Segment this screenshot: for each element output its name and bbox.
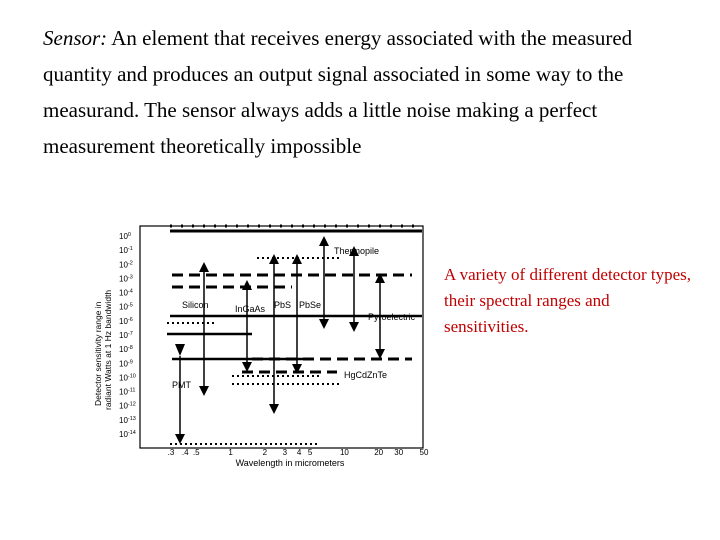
y-tick-label: $10^{-2}$ bbox=[119, 260, 133, 270]
x-tick-label: 20 bbox=[374, 448, 384, 457]
x-tick-label: .5 bbox=[192, 448, 200, 457]
definition-text: An element that receives energy associated with the measured quantity and produces an output signal associated in some way to the measurand. The sensor always adds a little noise making a perfect measurement theoretically impossible bbox=[43, 26, 633, 158]
y-tick-label: $10^0$ bbox=[119, 232, 131, 241]
y-tick-label: $10^{-10}$ bbox=[119, 373, 136, 383]
x-tick-labels bbox=[168, 448, 429, 457]
y-tick-label: $10^{-8}$ bbox=[119, 345, 133, 355]
label-pbse: PbSe bbox=[299, 300, 322, 310]
y-axis-label-line2: radiant Watts at 1 Hz bandwidth bbox=[103, 289, 113, 410]
y-tick-label: $10^{-5}$ bbox=[119, 302, 133, 312]
label-silicon: Silicon bbox=[182, 300, 209, 310]
label-pmt: PMT bbox=[172, 380, 191, 390]
y-tick-label: $10^{-13}$ bbox=[119, 415, 136, 425]
y-tick-label: $10^{-7}$ bbox=[119, 331, 133, 340]
y-tick-label: $10^{-6}$ bbox=[119, 316, 133, 326]
detector-sensitivity-chart bbox=[92, 216, 437, 472]
y-axis-label-line1: Detector sensitivity range in bbox=[93, 301, 103, 406]
label-hgcdznte: HgCdZnTe bbox=[344, 370, 388, 380]
x-axis-label: Wavelength in micrometers bbox=[235, 458, 345, 468]
x-tick-label: 1 bbox=[228, 448, 233, 457]
figure-caption: A variety of different detector types, their spectral ranges and sensitivities. bbox=[444, 265, 692, 336]
x-tick-label: .4 bbox=[181, 448, 189, 457]
y-tick-label: $10^{-11}$ bbox=[119, 387, 136, 397]
label-pbs: PbS bbox=[274, 300, 292, 310]
x-tick-label: 3 bbox=[282, 448, 288, 457]
x-tick-label: 5 bbox=[307, 448, 313, 457]
y-axis-label bbox=[93, 290, 113, 410]
definition-paragraph bbox=[43, 20, 693, 164]
y-tick-label: $10^{-14}$ bbox=[119, 430, 136, 439]
y-tick-label: $10^{-1}$ bbox=[119, 246, 133, 256]
y-tick-label: $10^{-12}$ bbox=[119, 401, 136, 411]
x-tick-label: 4 bbox=[296, 448, 302, 457]
x-tick-label: .3 bbox=[167, 448, 175, 457]
label-thermopile: Thermopile bbox=[334, 246, 380, 256]
y-tick-label: $10^{-3}$ bbox=[119, 274, 133, 284]
x-tick-label: 30 bbox=[394, 448, 404, 457]
x-tick-label: 50 bbox=[419, 448, 429, 457]
x-tick-label: 2 bbox=[262, 448, 268, 457]
definition-term: Sensor: bbox=[43, 26, 108, 50]
range-arrows bbox=[175, 236, 388, 444]
y-tick-label: $10^{-9}$ bbox=[119, 359, 133, 369]
x-tick-label: 10 bbox=[339, 448, 349, 457]
label-pyroelectric: Pyroelectric bbox=[368, 312, 416, 322]
y-tick-labels bbox=[119, 232, 136, 439]
label-ingaas: InGaAs bbox=[235, 304, 266, 314]
detector-labels bbox=[172, 246, 416, 390]
y-tick-label: $10^{-4}$ bbox=[119, 288, 133, 298]
